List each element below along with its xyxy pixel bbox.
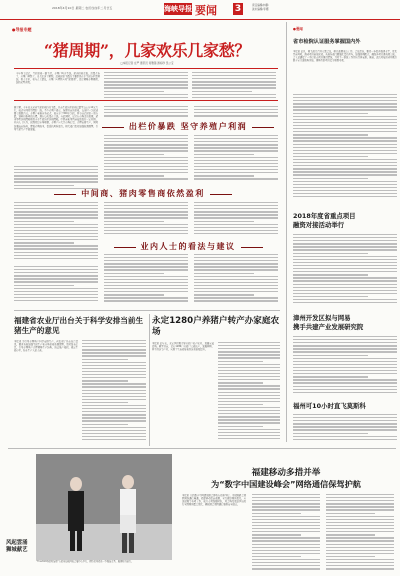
lead-body-column-2b	[104, 135, 188, 181]
news-brief-column	[286, 22, 396, 442]
lead-body-column-3d	[194, 254, 278, 304]
feature-headline-line-2: 为“数字中国建设峰会”网络通信保驾护航	[211, 479, 361, 489]
brief-body-1: 本报讯 近日，相关部门召开专题会议，研究部署重点工作。会议指出，要进一步提升服务水平，优化营商环境，推动项目落地见效。各地各部门要强化责任担当，加强协调配合，确保各项任务按期完成。会上还通报了一季度重点项目推进情况，并对下一阶段工作作出具体安排。据悉，此次对接活动共吸引数十家金融机构参加，现场签约项目资金规模可观。	[293, 50, 397, 63]
lead-body-column-1: 据了解，今年以来全省生猪价格持续下跌，目前生猪出栏价格已跌至每公斤10元左右，较去年同期下降约三成。不少养殖户表示，按照目前的价格，每出栏一头猪就要亏损数百元。养殖户老陈告诉记者，他家养了300多头猪，春节前后猪价一直在跌，饲料价格却没有降，现在每天都在亏钱。与此同时，记者在市场走访发现，猪肉零售价格降幅明显小于生猪出栏价格降幅，中间商和零售商依然保持一定利润。业内人士认为，猪周期是市场规律，养殖户应关注市场信息，合理安排生产，同时加强疫病防控，降低养殖成本，提高抗风险能力。相关部门也将加强监测预警，引导生猪生产平稳发展。	[14, 106, 98, 131]
yongding-article-column-2	[218, 342, 280, 444]
brief-body-4	[293, 414, 397, 442]
page-number: 3	[234, 4, 242, 14]
photo-side-caption: 风起雲涌 狮城献艺	[6, 540, 28, 553]
brief-headline-4: 福州可10小时直飞莫斯科	[293, 402, 366, 410]
brief-headline-2b: 融资对接活动举行	[293, 221, 345, 229]
feature-column-3	[326, 494, 394, 572]
brief-headline-3b: 携手共建产业发展研究院	[293, 323, 364, 331]
brief-headline-2a: 2018年度省重点项目	[293, 212, 356, 220]
lead-body-column-3b	[194, 135, 278, 181]
newspaper-logo: 海峡导报	[164, 4, 192, 13]
feature-headline-line-1: 福建移动多措并举	[251, 468, 321, 478]
brief-tag: ●要闻	[293, 27, 303, 31]
designer-line: 美术编辑/李娜	[252, 7, 269, 11]
intro-column-2	[104, 72, 188, 99]
fujian-article-body: 本报讯 为引导养殖场户科学安排生产，省农业厅日前出台意见，要求各地加强生猪生产和市场价格监测预警，及时发布信息，引导养殖场户合理调整生产结构，淘汰低产母猪，稳定生猪存栏，防止生产大起大落。	[14, 340, 78, 353]
column-divider	[149, 314, 150, 446]
bottom-section-divider	[8, 448, 396, 449]
editor-line: 责任编辑/林静	[252, 4, 269, 7]
lead-tag: ●导报专题	[12, 27, 32, 32]
section-title: 要闻	[195, 4, 217, 17]
brief-headline-3a: 漳州开发区拟与网易	[293, 314, 351, 322]
lead-body-column-2d	[104, 254, 188, 304]
yongding-article-body: 本报讯 近年来，永定区积极引导养猪户转产转业，发展家庭农场。截至目前，已有1280户养猪户完成转产，发展种植、林下经济等产业，实现了生态效益和经济效益双提升。	[152, 342, 214, 352]
brief-body-3	[293, 336, 397, 396]
issue-date: 2018年4月10日 星期二 农历戊戌年二月廿五	[52, 6, 113, 10]
lead-body-column-1d	[14, 266, 98, 304]
lead-body-column-1b	[14, 166, 98, 190]
editor-credits	[252, 4, 268, 11]
lead-subheading-2: 中间商、猪肉零售商依然盈利	[8, 188, 278, 199]
lead-body-column-2c	[104, 202, 188, 238]
lead-subheading-1: 出栏价暴跌 坚守养殖户利润	[92, 121, 284, 132]
runway-photo-graphic	[36, 454, 172, 560]
lead-body-column-1c	[14, 202, 98, 262]
section-divider	[14, 310, 280, 311]
lead-body-column-3c	[194, 202, 278, 238]
lead-headline: “猪周期”，几家欢乐几家愁？	[43, 41, 251, 60]
feature-body: 本报讯 首届数字中国建设峰会即将在福州举行。为保障峰会期间网络通信畅通，福建移动提前部署，全力做好网络优化、应急保障等各项工作，成立专项保障团队，对会场及周边区域进行全面网络覆盖优化，确保峰会期间通信服务安全稳定。	[182, 494, 246, 507]
fujian-article-column-2	[82, 340, 146, 444]
intro-column-1: 今年春节过后，生猪价格一路下滑，养殖户叫苦不迭。猪肉价格走低，消费者乐了，养殖户却愁了。记者走访了解到，此轮猪价下跌的主要原因在于生猪存栏量增加、供大于求，业内人士建议，养殖户应理性应对“猪周期”，适度调整养殖规模，加快转型升级。	[16, 72, 100, 85]
brief-body-1b	[293, 94, 397, 202]
brief-headline-1: 省市检院认证服务掌握国内外	[293, 39, 361, 45]
lead-intro-box	[14, 68, 278, 101]
lead-body-column-2	[104, 106, 188, 118]
feature-column-2	[252, 494, 320, 572]
lead-body-column-3	[194, 106, 278, 118]
intro-column-3	[192, 72, 276, 99]
brief-body-2	[293, 234, 397, 306]
runway-photo	[36, 454, 172, 560]
masthead	[0, 0, 400, 20]
lead-subheading-3: 业内人士的看法与建议	[92, 241, 284, 252]
yongding-article-headline: 永定1280户养猪户转产办家庭农场	[152, 316, 280, 337]
lead-byline: □本报记者 庄严 通讯员 何雅镜 游标珍 吴公宝	[120, 62, 174, 65]
fujian-article-headline: 福建省农业厅出台关于科学安排当前生猪生产的意见	[14, 316, 144, 335]
photo-caption: “TCL2018春夏时装周”在福州海峡国际会展中心举行，模特们身着新一季服装走秀，展现时尚魅力。	[36, 560, 134, 563]
